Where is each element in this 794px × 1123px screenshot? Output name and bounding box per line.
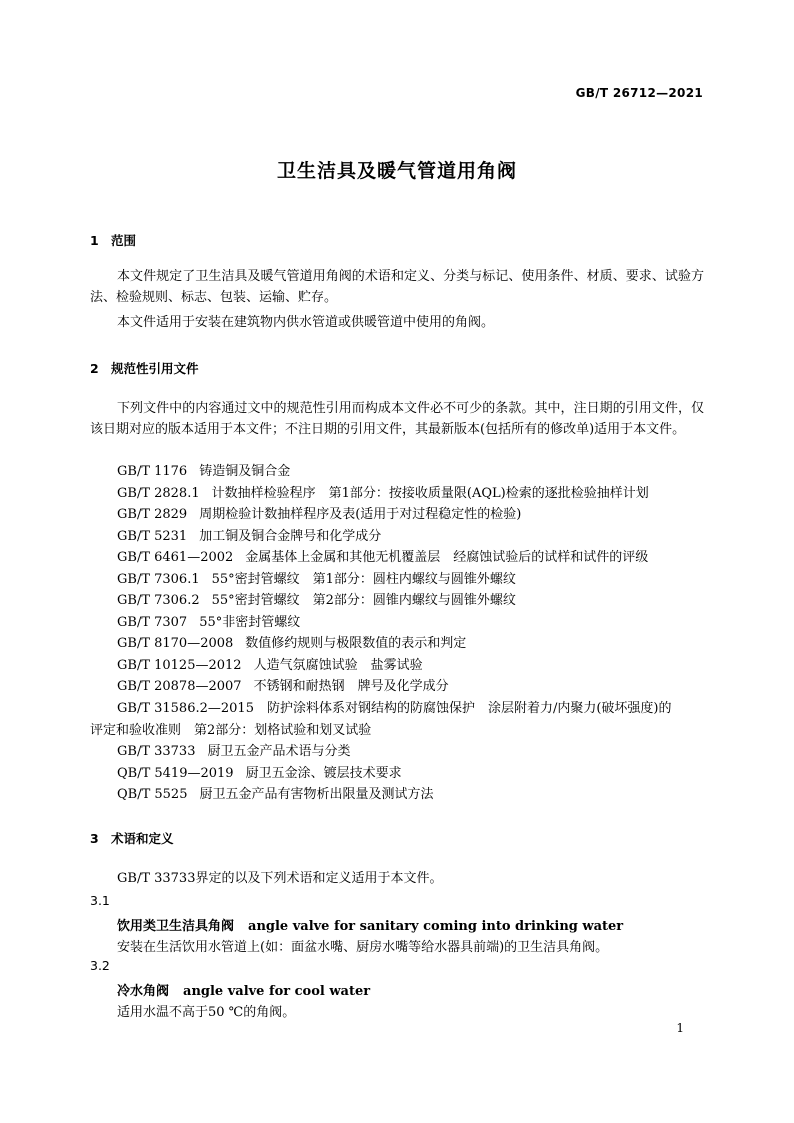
term-en: angle valve for sanitary coming into drinking water [248,919,624,934]
standard-code: GB/T 26712—2021 [575,86,703,100]
reference-title: 金属基体上金属和其他无机覆盖层 经腐蚀试验后的试样和试件的评级 [245,550,649,565]
reference-code: QB/T 5525 [117,787,188,802]
section-number: 2 [90,361,99,376]
term-number: 3.1 [90,893,110,908]
reference-item-long-continuation: 评定和验收准则 第2部分：划格试验和划叉试验 [90,723,372,738]
section-title: 术语和定义 [111,831,174,846]
reference-title: 不锈钢和耐热钢 牌号及化学成分 [253,679,449,694]
reference-code: GB/T 7307 [117,615,188,630]
reference-item [117,655,423,676]
reference-title: 铸造铜及铜合金 [199,464,291,479]
reference-item [117,590,516,611]
section-title: 规范性引用文件 [111,361,199,376]
reference-code: GB/T 33733 [117,744,196,759]
reference-code: GB/T 7306.2 [117,593,200,608]
reference-title: 数值修约规则与极限数值的表示和判定 [245,636,467,651]
reference-title: 55°密封管螺纹 第2部分：圆锥内螺纹与圆锥外螺纹 [211,593,516,608]
reference-item [117,526,381,547]
reference-code: GB/T 2828.1 [117,486,200,501]
reference-item [117,504,521,525]
reference-title: 加工铜及铜合金牌号和化学成分 [199,529,382,544]
reference-title: 计数抽样检验程序 第1部分：按接收质量限(AQL)检索的逐批检验抽样计划 [211,486,649,501]
reference-item [117,741,351,762]
page-number: 1 [676,1021,684,1035]
reference-title: 人造气氛腐蚀试验 盐雾试验 [253,658,423,673]
reference-code: GB/T 2829 [117,507,188,522]
reference-code: GB/T 10125—2012 [117,658,242,673]
term-zh: 饮用类卫生洁具角阀 [117,919,235,934]
reference-code: GB/T 1176 [117,464,188,479]
term-en: angle valve for cool water [183,984,371,999]
reference-code: QB/T 5419—2019 [117,766,234,781]
reference-item [117,483,649,504]
section-number: 1 [90,233,99,248]
section-number: 3 [90,831,99,846]
section-2-heading [90,359,199,377]
reference-code: GB/T 6461—2002 [117,550,234,565]
reference-code: GB/T 8170—2008 [117,636,234,651]
reference-title: 周期检验计数抽样程序及表(适用于对过程稳定性的检验) [199,507,522,522]
scope-paragraph-2: 本文件适用于安装在建筑物内供水管道或供暖管道中使用的角阀。 [117,315,495,330]
reference-item [117,676,449,697]
term-entry [117,980,370,999]
reference-title: 55°非密封管螺纹 [199,615,301,630]
reference-title: 厨卫五金产品有害物析出限量及测试方法 [199,787,434,802]
document-title: 卫生洁具及暖气管道用角阀 [276,160,517,182]
reference-item [117,569,516,590]
reference-item [117,763,402,784]
term-number: 3.2 [90,958,110,973]
reference-item-long: GB/T 31586.2—2015 防护涂料体系对钢结构的防腐蚀保护 涂层附着力/内聚力(破坏强度)的 [117,701,672,716]
reference-code: GB/T 5231 [117,529,188,544]
reference-title: 厨卫五金产品术语与分类 [207,744,351,759]
reference-title: 厨卫五金涂、镀层技术要求 [245,766,402,781]
reference-item [117,461,290,482]
terms-intro: GB/T 33733界定的以及下列术语和定义适用于本文件。 [117,871,443,886]
term-zh: 冷水角阀 [117,984,170,999]
section-title: 范围 [111,233,137,248]
section-3-heading [90,829,174,847]
reference-title: 55°密封管螺纹 第1部分：圆柱内螺纹与圆锥外螺纹 [211,572,516,587]
term-definition: 安装在生活饮用水管道上(如：面盆水嘴、厨房水嘴等给水器具前端)的卫生洁具角阀。 [117,940,609,955]
term-entry [117,915,623,934]
reference-item [117,547,648,568]
reference-item [117,633,466,654]
reference-code: GB/T 20878—2007 [117,679,242,694]
reference-item [117,784,434,805]
scope-paragraph-1: 本文件规定了卫生洁具及暖气管道用角阀的术语和定义、分类与标记、使用条件、材质、要求、试验方法、检验规则、标志、包装、运输、贮存。 [90,269,704,305]
term-definition: 适用水温不高于50 ℃的角阀。 [117,1005,296,1020]
reference-code: GB/T 7306.1 [117,572,200,587]
reference-item [117,612,300,633]
section-1-heading [90,231,136,249]
normative-references-intro: 下列文件中的内容通过文中的规范性引用而构成本文件必不可少的条款。其中，注日期的引用文件，仅该日期对应的版本适用于本文件；不注日期的引用文件，其最新版本(包括所有的修改单)适用于本文件。 [90,401,704,437]
